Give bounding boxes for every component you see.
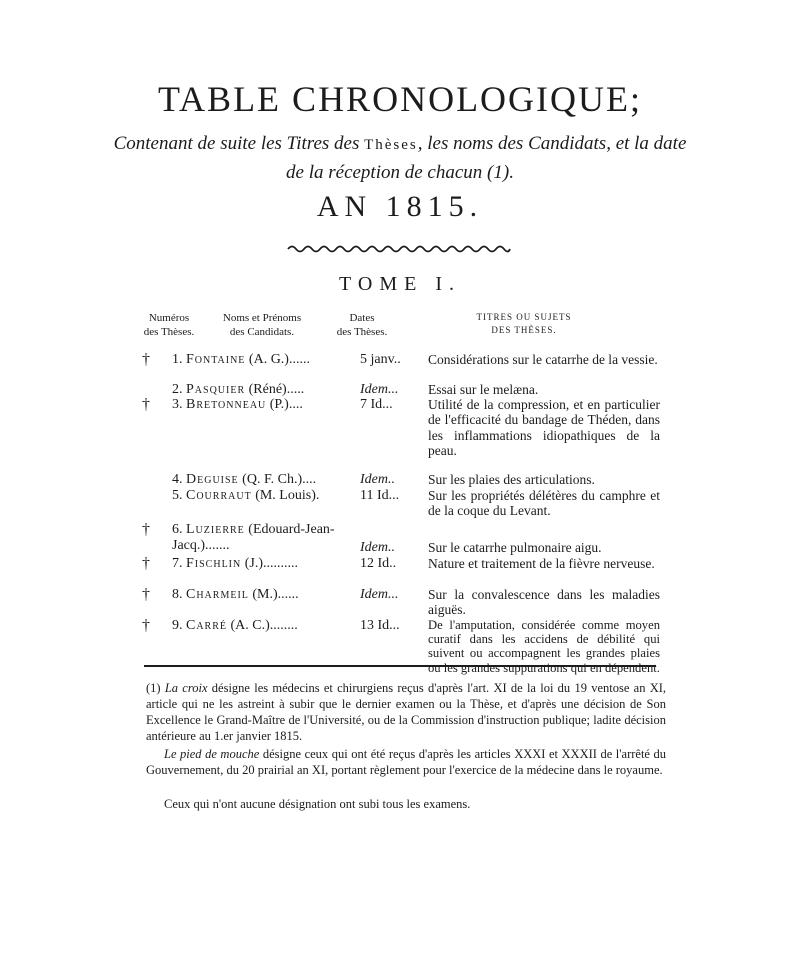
thesis-title: Nature et traitement de la fièvre nerveuse. bbox=[428, 556, 655, 571]
thesis-title: Sur les plaies des articulations. bbox=[428, 472, 595, 487]
subtitle-theses: Thèses bbox=[364, 137, 418, 153]
tome-heading: TOME I. bbox=[339, 273, 461, 295]
column-header-numero: Numéros des Thèses. bbox=[143, 312, 195, 338]
column-header-date: Dates des Thèses. bbox=[336, 312, 388, 338]
thesis-date: Idem... bbox=[360, 382, 399, 397]
thesis-title: Sur les propriétés délétères du camphre et de la coque du Levant. bbox=[428, 488, 660, 519]
candidate-name: 5. Courraut (M. Louis). bbox=[172, 488, 320, 503]
thesis-date: Idem.. bbox=[360, 540, 395, 555]
cross-mark: † bbox=[142, 351, 150, 368]
thesis-date: Idem.. bbox=[360, 472, 395, 487]
thesis-title: Utilité de la compression, et en particulier de l'efficacité du bandage de Théden, dans les inflammations idiopathiques de la peau. bbox=[428, 397, 660, 458]
candidate-name: 7. Fischlin (J.).......... bbox=[172, 556, 299, 571]
footnote-2: Le pied de mouche désigne ceux qui ont été reçus d'après les articles XXXI et XXXII de l'arrêté du Gouvernement, du 20 prairial an XI, portant règlement pour l'exercice de la médecine dans le royaume. bbox=[146, 747, 667, 777]
cross-mark: † bbox=[142, 617, 150, 634]
column-header-nom: Noms et Prénoms des Candidats. bbox=[222, 312, 302, 338]
candidate-name: 1. Fontaine (A. G.)...... bbox=[172, 352, 310, 367]
thesis-date: 7 Id... bbox=[360, 397, 393, 412]
footnote-3: Ceux qui n'ont aucune désignation ont subi tous les examens. bbox=[164, 797, 471, 811]
column-header-titre: TITRES OU SUJETS DES THÈSES. bbox=[476, 312, 572, 335]
thesis-date: 13 Id... bbox=[360, 618, 400, 633]
thesis-title: Essai sur le melæna. bbox=[428, 382, 539, 397]
candidate-name: 3. Bretonneau (P.).... bbox=[172, 397, 303, 412]
cross-mark: † bbox=[142, 521, 150, 538]
year-heading: AN 1815. bbox=[316, 190, 484, 223]
thesis-date: Idem... bbox=[360, 587, 399, 602]
thesis-date: 12 Id.. bbox=[360, 556, 397, 571]
thesis-title: Sur le catarrhe pulmonaire aigu. bbox=[428, 540, 602, 555]
candidate-name: 6. Luzierre (Edouard-Jean-Jacq.)....... bbox=[172, 522, 335, 553]
thesis-title: Considérations sur le catarrhe de la vessie. bbox=[428, 352, 658, 367]
thesis-date: 5 janv.. bbox=[360, 352, 401, 367]
candidate-name: 9. Carré (A. C.)........ bbox=[172, 618, 298, 633]
divider-rule bbox=[144, 665, 656, 667]
page-title: TABLE CHRONOLOGIQUE; bbox=[157, 79, 643, 119]
cross-mark: † bbox=[142, 586, 150, 603]
thesis-title: Sur la convalescence dans les maladies aiguës. bbox=[428, 587, 660, 618]
decorative-ornament bbox=[286, 244, 512, 254]
candidate-name: 8. Charmeil (M.)...... bbox=[172, 587, 299, 602]
candidate-name: 2. Pasquier (Réné)..... bbox=[172, 382, 305, 397]
subtitle-part1: Contenant de suite les Titres des bbox=[113, 133, 360, 154]
cross-mark: † bbox=[142, 555, 150, 572]
footnote-1: (1) La croix désigne les médecins et chirurgiens reçus d'après l'art. XI de la loi du 19 ventose an XI, article qui ne les astreint à subir que le dernier examen ou la Thèse, et d'après une décision de Son Excellence le Grand-Maître de l'Université, ou de la Commission d'instruction publique; ladite décision antérieure au 1.er janvier 1815. bbox=[146, 681, 667, 743]
thesis-title: De l'amputation, considérée comme moyen curatif dans les accidens de débilité qui suivent ou accompagnent les grandes plaies ou les grandes suppurations qui en dépendent. bbox=[428, 618, 660, 675]
candidate-name: 4. Deguise (Q. F. Ch.).... bbox=[172, 472, 317, 487]
cross-mark: † bbox=[142, 396, 150, 413]
thesis-date: 11 Id... bbox=[360, 488, 400, 503]
subtitle-part2: , les noms des Candidats, et la date de la réception de chacun (1). bbox=[286, 133, 687, 183]
page-subtitle bbox=[110, 130, 690, 186]
